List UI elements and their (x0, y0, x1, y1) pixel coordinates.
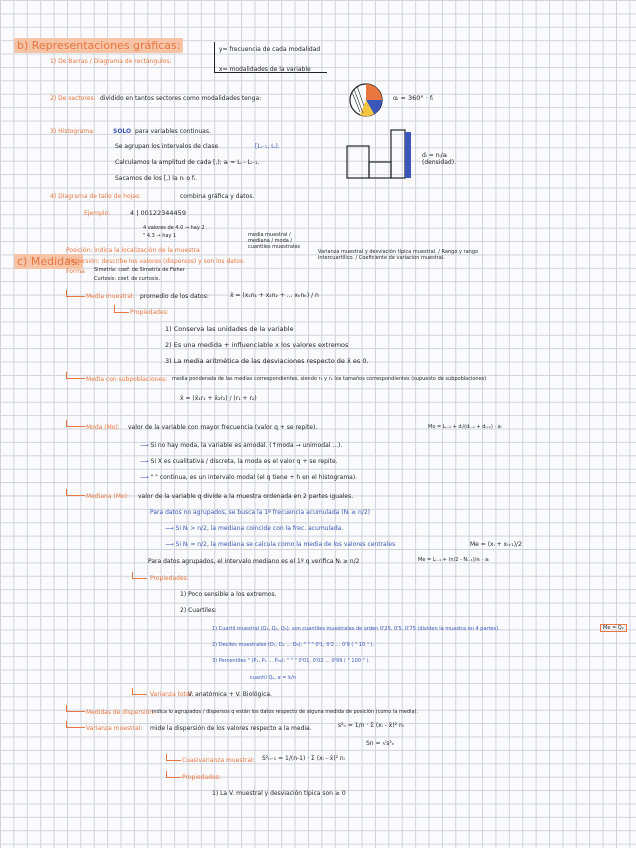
pie-chart-icon (348, 82, 384, 118)
cuartil-q1: 1) Cuartil muestral (Q₁, Q₂, Q₃): son cuantiles muestrales de orden 0'25, 0'5, 0'75 (dividen la muestra en 4 partes). (212, 626, 500, 632)
ejemplo-value: 4 | 00122344459 (130, 209, 186, 217)
section-b-title: b) Representaciones gráficas: (14, 38, 183, 53)
media-text: promedio de los datos: (140, 293, 209, 300)
var-arrow (66, 721, 85, 728)
var-muestral-text: mide la dispersión de los valores respecto a la media. (150, 725, 312, 732)
prop2: 2) Es una medida + influenciable x los valores extremos (165, 341, 349, 349)
posicion: Posición: indica la localización de la muestra (66, 247, 200, 254)
var-p1: 1) La V. muestral y desviación típica son ≥ 0 (212, 790, 346, 797)
var-formula: s²ₙ = 1/n · Σ (xᵢ - x̄)² nᵢ (338, 722, 404, 729)
medidas-disp-text: indica lo agrupados / dispersos q están los datos respecto de alguna medida de posición (como la media). (152, 709, 419, 715)
mediana-prop: Propiedades: (150, 575, 189, 582)
sectores-formula: αᵢ = 360° · fᵢ (393, 94, 434, 102)
mediana-text: valor de la variable q divide a la muestra ordenada en 2 partes iguales. (138, 493, 354, 500)
sectores-label: 2) De sectores: (50, 95, 96, 102)
subpob-label: Media con subpoblaciones: (86, 376, 168, 383)
histo-step3: Sacamos de los [,) la nᵢ o fᵢ. (115, 175, 197, 182)
moda-label: Moda (Mo): (86, 424, 120, 431)
moda-b1: ⟶ Si no hay moda, la variable es amodal. (↑moda → unimodal ...). (140, 442, 343, 449)
medidas-disp-label: Medidas de dispersión: (86, 709, 156, 716)
mediana-l3: ⟶ Si Nᵢ = n/2, la mediana se calcula como la media de los valores centrales (165, 541, 396, 548)
moda-b2: ⟶ Si X es cualitativa / discreta, la moda es el valor q + se repite. (140, 458, 338, 465)
sectores-text: dividido en tantos sectores como modalidades tenga: (100, 95, 262, 102)
varianza-total-text: V. anatómica + V. Biológica. (188, 691, 272, 698)
histo-step2: Calculamos la amplitud de cada [,): aᵢ = Lᵢ - Lᵢ₋₁. (115, 159, 260, 166)
tallo-label: 4) Diagrama de tallo de hojas: (50, 193, 142, 200)
barras-x: x= modalidades de la variable (219, 66, 311, 73)
mediana-l4: Para datos agrupados, el intervalo mediano es el 1º q verifica Nᵢ ≥ n/2 (148, 558, 360, 565)
varianza-total-arrow (132, 688, 147, 695)
prop1: 1) Conserva las unidades de la variable (165, 325, 294, 333)
mediana-p2: 2) Cuartiles: (180, 607, 217, 614)
dispersion-list: Varianza muestral y desviación típica muestral. / Rango y rango intercuartílico. / Coeficiente de variación muestral. (318, 249, 479, 261)
prop3: 3) La media aritmética de las desviaciones respecto de x̄ es 0. (165, 357, 369, 365)
subpob-arrow (66, 372, 85, 379)
posicion-list: media muestral / mediana / moda / cuantiles muestrales (248, 232, 301, 250)
ejemplo-note2: " 4.3 → hay 1 (143, 233, 177, 239)
mediana-l2: ⟶ Si Nᵢ > n/2, la mediana coincide con la frec. acumulada. (165, 525, 344, 532)
mediana-prop-arrow (132, 572, 147, 579)
ejemplo-note1: 4 valores de 4.0 → hay 2 (143, 225, 205, 231)
var-prop: Propiedades: (182, 774, 221, 781)
barras-y: y= frecuencia de cada modalidad (219, 46, 321, 53)
me-q2-tag: Me = Q₂ (600, 624, 627, 632)
histogram-icon (344, 128, 414, 180)
curtosis: Curtosis: coef. de curtosis. (94, 276, 161, 282)
histo-step1: Se agrupan los intervalos de clase (115, 143, 219, 150)
propiedades-label: Propiedades: (130, 309, 169, 316)
simetria: Simetría: coef. de Simetría de Fisher (94, 267, 185, 273)
mediana-l3-formula: Me = (xᵢ + xᵢ₊₁)/2 (470, 541, 522, 548)
media-label: Media muestral: (86, 293, 135, 300)
sn-formula: Sn = √s²ₙ (366, 740, 395, 747)
moda-text: valor de la variable con mayor frecuencia (valor q + se repite). (128, 424, 318, 431)
tallo-text: combina gráfica y datos. (180, 193, 255, 200)
histo-step1-interval: [Lᵢ₋₁, Lᵢ). (255, 143, 280, 150)
disp-arrow (66, 705, 85, 712)
histo-solo: SOLO (113, 128, 132, 135)
var-muestral-label: Varianza muestral: (86, 725, 143, 732)
cuasivar-arrow (166, 754, 181, 761)
histo-density: dᵢ = nᵢ/aᵢ (densidad). (422, 152, 456, 166)
percentiles: 3) Percentiles " (P₁, P₂ ... P₉₉): " " " 0'01, 0'02 ... 0'99 ( " 100 " ). (212, 658, 370, 664)
cuasivar-formula: S²ₙ₋₁ = 1/(n-1) · Σ (xᵢ - x̄)² nᵢ (262, 755, 345, 762)
propiedades-arrow (114, 305, 129, 313)
histo-text: para variables continuas. (135, 128, 211, 135)
media-arrow (66, 290, 85, 297)
cuantil-note: cuantil Qₐ, α = k/n (250, 675, 296, 681)
dispersion: Dispersión: describe los valores (dispersos) y son los datos. (66, 258, 245, 265)
mediana-arrow (66, 489, 85, 496)
mediana-l1: Para datos no agrupados, se busca la 1ª frecuencia acumulada (Nᵢ ≥ n/2) (150, 509, 370, 516)
forma: Forma (66, 268, 85, 275)
barras-label: 1) De Barras / Diagrama de rectángulos: (50, 58, 172, 65)
subpob-formula: x̄ = (x̄₁r₁ + x̄₂r₂) / (r₁ + r₂) (180, 395, 257, 402)
moda-b3: ⟶ " " continua, es un intervalo modal (el q tiene + h en el histograma). (140, 474, 358, 481)
deciles: 2) Deciles muestrales (D₁, D₂ ... D₉): " " " 0'1, 0'2 ... 0'9 ( " 10 " ). (212, 642, 375, 648)
subpob-text: media ponderada de las medias correspondientes, siendo r₁ y r₂ los tamaños correspondientes (supuesto de subpoblaciones) (172, 376, 487, 382)
mediana-label: Mediana (Me): (86, 493, 129, 500)
histo-label: 3) Histograma: (50, 128, 95, 135)
ejemplo-label: Ejemplo: (84, 210, 111, 217)
moda-arrow (66, 420, 85, 427)
moda-formula: Mo = Lᵢ₋₁ + dᵢ/(dᵢ₋₁ + dᵢ₊₁) · aᵢ (428, 424, 502, 430)
section-c-title: c) Medidas: (14, 254, 83, 269)
mediana-l4-formula: Me = Lᵢ₋₁ + (n/2 - Nᵢ₋₁)/nᵢ · aᵢ (418, 557, 490, 563)
media-formula: x̄ = (x₁n₁ + x₂n₂ + ... xₖnₖ) / n (230, 292, 319, 299)
mediana-p1: 1) Poco sensible a los extremos. (180, 591, 277, 598)
varianza-total: Varianza total: (150, 691, 194, 698)
cuasivar-label: Cuasivarianza muestral: (182, 757, 255, 764)
var-prop-arrow (166, 771, 181, 778)
